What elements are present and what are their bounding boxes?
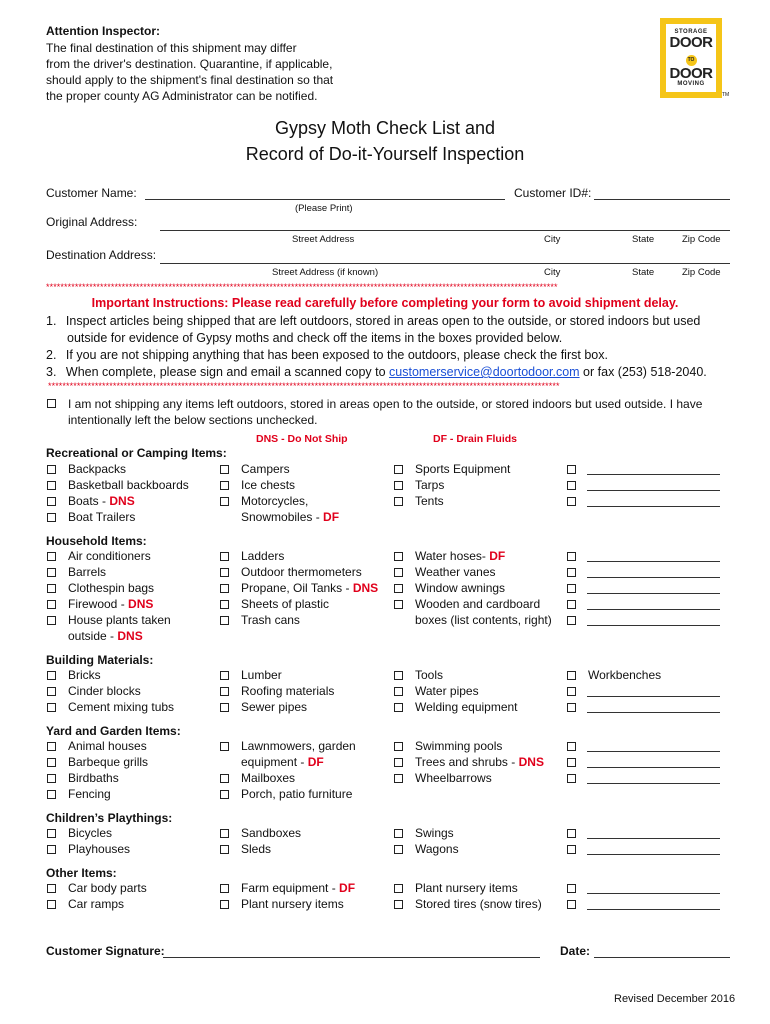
checkbox-ladders[interactable] — [220, 552, 229, 561]
checkbox-other-build-2[interactable] — [567, 703, 576, 712]
blank-house-1[interactable] — [587, 561, 720, 562]
item-sewer: Sewer pipes — [241, 700, 308, 714]
checkbox-fencing[interactable] — [47, 790, 56, 799]
checkbox-porch[interactable] — [220, 790, 229, 799]
item-bicycles: Bicycles — [68, 826, 113, 840]
item-lawnmowers: Lawnmowers, garden — [241, 739, 356, 753]
item-farm-equipment: Farm equipment - DF — [241, 881, 356, 895]
blank-yard-1[interactable] — [587, 751, 720, 752]
item-ladders: Ladders — [241, 549, 285, 563]
checkbox-lumber[interactable] — [220, 671, 229, 680]
checkbox-farm-equipment[interactable] — [220, 884, 229, 893]
customer-id-label: Customer ID#: — [514, 186, 592, 200]
item-basketball: Basketball backboards — [68, 478, 189, 492]
original-address-label: Original Address: — [46, 215, 138, 229]
checkbox-sheets[interactable] — [220, 600, 229, 609]
item-firewood: Firewood - DNS — [68, 597, 154, 611]
blank-rec-3[interactable] — [587, 506, 720, 507]
section-recreational: Recreational or Camping Items: — [46, 446, 227, 460]
not-shipping-text: I am not shipping any items left outdoors, stored in areas open to the outside, or stored indoors but used outside. I have intentionally left the below sections unchecked. — [68, 397, 703, 427]
blank-rec-2[interactable] — [587, 490, 720, 491]
item-snowmobiles: Snowmobiles - DF — [241, 510, 340, 524]
item-trees: Trees and shrubs - DNS — [415, 755, 544, 769]
item-sheets: Sheets of plastic — [241, 597, 330, 611]
notice-text: The final destination of this shipment may differ from the driver's destination. Quarantine, if applicable, should apply to the shipment's final destination so that the proper county AG Administrator can be notified. — [46, 41, 334, 103]
checkbox-tents[interactable] — [394, 497, 403, 506]
blank-house-4[interactable] — [587, 609, 720, 610]
checkbox-wheelbarrows[interactable] — [394, 774, 403, 783]
checkbox-other-child-2[interactable] — [567, 845, 576, 854]
star-divider-bottom: ********************************************************************************************************************************************** — [48, 381, 560, 391]
checkbox-other-house-5[interactable] — [567, 616, 576, 625]
item-water-pipes: Water pipes — [415, 684, 479, 698]
checkbox-clothespin[interactable] — [47, 584, 56, 593]
checkbox-cinder[interactable] — [47, 687, 56, 696]
orig-zip-caption: Zip Code — [682, 234, 721, 245]
checkbox-welding[interactable] — [394, 703, 403, 712]
item-car-body: Car body parts — [68, 881, 147, 895]
please-print-caption: (Please Print) — [295, 203, 353, 214]
item-water-hoses: Water hoses- DF — [415, 549, 506, 563]
notice-heading: Attention Inspector: — [46, 24, 160, 38]
item-trash-cans: Trash cans — [241, 613, 300, 627]
section-other: Other Items: — [46, 866, 117, 880]
checkbox-boats[interactable] — [47, 497, 56, 506]
item-wagons: Wagons — [415, 842, 459, 856]
item-tools: Tools — [415, 668, 444, 682]
checkbox-other-other-2[interactable] — [567, 900, 576, 909]
blank-build-2[interactable] — [587, 712, 720, 713]
checkbox-propane[interactable] — [220, 584, 229, 593]
checkbox-lawnmowers[interactable] — [220, 742, 229, 751]
item-barrels: Barrels — [68, 565, 107, 579]
checkbox-pools[interactable] — [394, 742, 403, 751]
blank-other-2[interactable] — [587, 909, 720, 910]
dest-street-caption: Street Address (if known) — [272, 267, 379, 278]
blank-child-1[interactable] — [587, 838, 720, 839]
checkbox-house-plants[interactable] — [47, 616, 56, 625]
instructions-list: 1. Inspect articles being shipped that are left outdoors, stored in areas open to the outside, or stored indoors but used outside for evidence of Gypsy moths and check off the items in the boxes provided below. 2. If you are not shipping anything that has been exposed to the outdoors, please check the first box. 3. When complete, please sign and email a scanned copy to customerservice@doortodoor.com or fax (253) 518-2040. — [46, 314, 707, 379]
item-lumber: Lumber — [241, 668, 282, 682]
instructions-heading: Important Instructions: Please read carefully before completing your form to avoid shipment delay. — [91, 296, 679, 310]
item-air-conditioners: Air conditioners — [68, 549, 151, 563]
item-mailboxes: Mailboxes — [241, 771, 296, 785]
item-car-ramps: Car ramps — [68, 897, 125, 911]
item-backpacks: Backpacks — [68, 462, 127, 476]
dest-zip-caption: Zip Code — [682, 267, 721, 278]
checkbox-other-other-1[interactable] — [567, 884, 576, 893]
customer-name-field[interactable] — [145, 199, 505, 200]
checkbox-swings[interactable] — [394, 829, 403, 838]
checkbox-workbenches[interactable] — [567, 671, 576, 680]
item-house-plants-cont: outside - DNS — [68, 629, 143, 643]
item-wooden-boxes-cont: boxes (list contents, right) — [415, 613, 552, 627]
item-sleds: Sleds — [241, 842, 272, 856]
checkbox-other-rec-2[interactable] — [567, 481, 576, 490]
checkbox-playhouses[interactable] — [47, 845, 56, 854]
item-fencing: Fencing — [68, 787, 111, 801]
original-address-field[interactable] — [160, 230, 730, 231]
checkbox-other-yard-3[interactable] — [567, 774, 576, 783]
item-pools: Swimming pools — [415, 739, 503, 753]
item-clothespin: Clothespin bags — [68, 581, 155, 595]
checkbox-water-hoses[interactable] — [394, 552, 403, 561]
customer-name-label: Customer Name: — [46, 186, 137, 200]
checkbox-bicycles[interactable] — [47, 829, 56, 838]
item-ice-chests: Ice chests — [241, 478, 296, 492]
checkbox-stored-tires[interactable] — [394, 900, 403, 909]
checkbox-tools[interactable] — [394, 671, 403, 680]
blank-build-1[interactable] — [587, 696, 720, 697]
item-birdbaths: Birdbaths — [68, 771, 119, 785]
dest-city-caption: City — [544, 267, 561, 278]
orig-street-caption: Street Address — [292, 234, 355, 245]
section-yard: Yard and Garden Items: — [46, 724, 181, 738]
checkbox-ice-chests[interactable] — [220, 481, 229, 490]
checkbox-boat-trailers[interactable] — [47, 513, 56, 522]
item-house-plants: House plants taken — [68, 613, 171, 627]
item-boat-trailers: Boat Trailers — [68, 510, 136, 524]
item-propane: Propane, Oil Tanks - DNS — [241, 581, 379, 595]
checkbox-animal-houses[interactable] — [47, 742, 56, 751]
checkbox-water-pipes[interactable] — [394, 687, 403, 696]
section-building: Building Materials: — [46, 653, 154, 667]
checkbox-car-ramps[interactable] — [47, 900, 56, 909]
checkbox-motorcycles[interactable] — [220, 497, 229, 506]
destination-address-label: Destination Address: — [46, 248, 157, 262]
checkbox-outdoor-thermo[interactable] — [220, 568, 229, 577]
legend-dns: DNS - Do Not Ship — [256, 433, 348, 445]
checkbox-plant-nursery-2[interactable] — [394, 884, 403, 893]
checkbox-sleds[interactable] — [220, 845, 229, 854]
checkbox-car-body[interactable] — [47, 884, 56, 893]
item-porch: Porch, patio furniture — [241, 787, 353, 801]
dest-state-caption: State — [632, 267, 655, 278]
checkbox-other-child-1[interactable] — [567, 829, 576, 838]
legend-df: DF - Drain Fluids — [433, 433, 517, 445]
checkbox-sandboxes[interactable] — [220, 829, 229, 838]
checkbox-other-house-3[interactable] — [567, 584, 576, 593]
blank-house-3[interactable] — [587, 593, 720, 594]
checkbox-other-yard-1[interactable] — [567, 742, 576, 751]
checkbox-wooden-boxes[interactable] — [394, 600, 403, 609]
item-tents: Tents — [415, 494, 444, 508]
blank-house-5[interactable] — [587, 625, 720, 626]
checkbox-air-conditioners[interactable] — [47, 552, 56, 561]
item-wheelbarrows: Wheelbarrows — [415, 771, 492, 785]
checkbox-firewood[interactable] — [47, 600, 56, 609]
checkbox-other-rec-3[interactable] — [567, 497, 576, 506]
checkbox-other-yard-2[interactable] — [567, 758, 576, 767]
checkbox-backpacks[interactable] — [47, 465, 56, 474]
checkbox-sewer[interactable] — [220, 703, 229, 712]
checkbox-barbeque[interactable] — [47, 758, 56, 767]
checkbox-sports[interactable] — [394, 465, 403, 474]
signature-field[interactable] — [163, 957, 540, 958]
item-stored-tires: Stored tires (snow tires) — [415, 897, 542, 911]
checkbox-plant-nursery[interactable] — [220, 900, 229, 909]
item-tarps: Tarps — [415, 478, 445, 492]
checkbox-other-house-4[interactable] — [567, 600, 576, 609]
revised-date: Revised December 2016 — [614, 993, 736, 1005]
checkbox-birdbaths[interactable] — [47, 774, 56, 783]
checkbox-weather-vanes[interactable] — [394, 568, 403, 577]
checkbox-roofing[interactable] — [220, 687, 229, 696]
item-swings: Swings — [415, 826, 454, 840]
item-sandboxes: Sandboxes — [241, 826, 302, 840]
section-children: Children’s Playthings: — [46, 811, 173, 825]
blank-other-1[interactable] — [587, 893, 720, 894]
orig-city-caption: City — [544, 234, 561, 245]
item-plant-nursery-2: Plant nursery items — [415, 881, 518, 895]
customer-id-field[interactable] — [594, 199, 730, 200]
checkbox-barrels[interactable] — [47, 568, 56, 577]
blank-house-2[interactable] — [587, 577, 720, 578]
item-roofing: Roofing materials — [241, 684, 335, 698]
trademark: TM — [722, 92, 730, 98]
item-outdoor-thermo: Outdoor thermometers — [241, 565, 362, 579]
item-animal-houses: Animal houses — [68, 739, 147, 753]
checkbox-other-rec-1[interactable] — [567, 465, 576, 474]
checkbox-trees[interactable] — [394, 758, 403, 767]
item-window-awnings: Window awnings — [415, 581, 506, 595]
checkbox-basketball[interactable] — [47, 481, 56, 490]
date-field[interactable] — [594, 957, 730, 958]
door-to-door-logo: STORAGE DOOR TO DOOR MOVING — [660, 18, 722, 98]
checkbox-trash-cans[interactable] — [220, 616, 229, 625]
star-divider-top: ********************************************************************************************************************************************** — [46, 282, 558, 292]
blank-child-2[interactable] — [587, 854, 720, 855]
email-link[interactable]: customerservice@doortodoor.com — [389, 365, 580, 379]
blank-yard-3[interactable] — [587, 783, 720, 784]
checkbox-wagons[interactable] — [394, 845, 403, 854]
checkbox-tarps[interactable] — [394, 481, 403, 490]
not-shipping-checkbox[interactable] — [47, 399, 56, 408]
checkbox-other-house-2[interactable] — [567, 568, 576, 577]
signature-label: Customer Signature: — [46, 944, 165, 958]
checkbox-other-house-1[interactable] — [567, 552, 576, 561]
section-household: Household Items: — [46, 534, 147, 548]
item-workbenches: Workbenches — [588, 668, 662, 682]
blank-rec-1[interactable] — [587, 474, 720, 475]
checkbox-cement[interactable] — [47, 703, 56, 712]
item-motorcycles: Motorcycles, — [241, 494, 309, 508]
item-campers: Campers — [241, 462, 290, 476]
date-label: Date: — [560, 944, 591, 958]
item-welding: Welding equipment — [415, 700, 518, 714]
item-boats: Boats - DNS — [68, 494, 135, 508]
page-title: Gypsy Moth Check List and Record of Do-it-Yourself Inspection — [245, 118, 525, 164]
orig-state-caption: State — [632, 234, 655, 245]
item-playhouses: Playhouses — [68, 842, 131, 856]
checkbox-campers[interactable] — [220, 465, 229, 474]
item-plant-nursery: Plant nursery items — [241, 897, 344, 911]
item-weather-vanes: Weather vanes — [415, 565, 496, 579]
item-sports: Sports Equipment — [415, 462, 511, 476]
item-wooden-boxes: Wooden and cardboard — [415, 597, 541, 611]
checkbox-mailboxes[interactable] — [220, 774, 229, 783]
blank-yard-2[interactable] — [587, 767, 720, 768]
item-bricks: Bricks — [68, 668, 101, 682]
checkbox-window-awnings[interactable] — [394, 584, 403, 593]
item-cement: Cement mixing tubs — [68, 700, 175, 714]
checkbox-bricks[interactable] — [47, 671, 56, 680]
checkbox-other-build-1[interactable] — [567, 687, 576, 696]
item-lawnmowers-cont: equipment - DF — [241, 755, 324, 769]
item-cinder: Cinder blocks — [68, 684, 141, 698]
item-barbeque: Barbeque grills — [68, 755, 149, 769]
destination-address-field[interactable] — [160, 263, 730, 264]
